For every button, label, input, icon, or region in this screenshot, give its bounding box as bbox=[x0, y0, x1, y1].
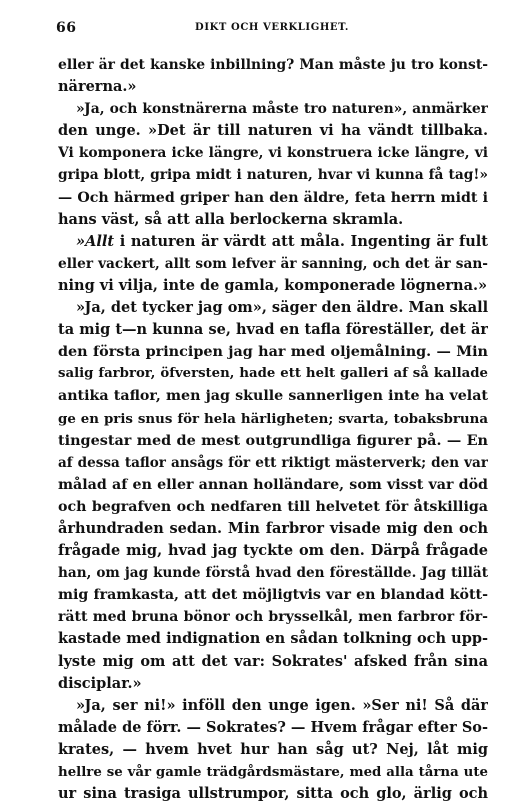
text-line: målade de förr. — Sokrates? — Hvem frågar efter So- bbox=[58, 718, 488, 736]
text-line: Vi komponera icke längre, vi konstruera icke längre, vi bbox=[58, 145, 488, 162]
text-line: ur sina trasiga ullstrumpor, sitta och glo, ärlig och bbox=[58, 785, 488, 803]
page-number: 66 bbox=[56, 20, 77, 36]
text-line: eller är det kanske inbillning? Man måste ju tro konst- bbox=[58, 57, 488, 73]
text-line: ta mig t—n kunna se, hvad en tafla föreställer, det är bbox=[58, 321, 488, 339]
text-line: disciplar.» bbox=[58, 674, 142, 692]
text-line: närerna.» bbox=[58, 78, 137, 96]
italic-emphasis: »Allt bbox=[76, 232, 115, 250]
text-line: och begrafven och nedfaren till helvetet för åtskilliga bbox=[58, 498, 488, 515]
text-line: hans väst, så att alla berlockerna skramla. bbox=[58, 210, 404, 228]
text-line: frågade mig, hvad jag tyckte om den. Därpå frågade bbox=[58, 542, 488, 560]
text-line: — Och härmed griper han den äldre, feta herrn midt i bbox=[58, 189, 488, 206]
text-line: målad af en eller annan holländare, som visst var död bbox=[58, 476, 488, 493]
text-line: af dessa taflor ansågs för ett riktigt mästerverk; den var bbox=[58, 454, 488, 471]
text-line: krates, — hvem hvet hur han såg ut? Nej, låt mig bbox=[58, 740, 488, 758]
text-line: gripa blott, gripa midt i naturen, hvar vi kunna få tag!» bbox=[58, 167, 488, 184]
text-line: mig framkasta, att det möjligtvis var en blandad kött- bbox=[58, 587, 488, 604]
text-line: »Ja, ser ni!» inföll den unge igen. »Ser ni! Så där bbox=[76, 696, 488, 714]
text-line: eller vackert, allt som lefver är sanning, och det är san- bbox=[58, 255, 488, 272]
text-line: den unge. »Det är till naturen vi ha vändt tillbaka. bbox=[58, 122, 488, 140]
text-line: hellre se vår gamle trädgårdsmästare, med alla tårna ute bbox=[58, 764, 488, 780]
text-line: århundraden sedan. Min farbror visade mig den och bbox=[58, 519, 488, 537]
text-line: ning vi vilja, inte de gamla, komponerade lögnerna.» bbox=[58, 276, 488, 294]
text-line: salig farbror, öfversten, hade ett helt galleri af så kallade bbox=[58, 366, 488, 382]
text-line: rätt med bruna bönor och brysselkål, men farbror för- bbox=[58, 609, 488, 626]
text-line: han, om jag kunde förstå hvad den föreställde. Jag tillät bbox=[58, 565, 488, 582]
text-line: »Ja, och konstnärerna måste tro naturen», anmärker bbox=[76, 101, 488, 118]
body-text bbox=[58, 54, 488, 805]
text-line: lyste mig om att det var: Sokrates' afsked från sina bbox=[58, 652, 488, 670]
page-header bbox=[56, 20, 488, 38]
text-line: den första principen jag har med oljemålning. — Min bbox=[58, 344, 488, 361]
text-line: »Allt i naturen är värdt att måla. Ingenting är fult bbox=[76, 232, 488, 250]
text-line: kastade med indignation en sådan tolkning och upp- bbox=[58, 630, 488, 648]
text-line: »Ja, det tycker jag om», säger den äldre. Man skall bbox=[76, 299, 488, 317]
text-line: ge en pris snus för hela härligheten; svarta, tobaksbruna bbox=[58, 410, 488, 427]
running-head: DIKT OCH VERKLIGHET. bbox=[195, 22, 349, 33]
text-line: antika taflor, men jag skulle sannerligen inte ha velat bbox=[58, 388, 488, 405]
text-line: tingestar med de mest outgrundliga figurer på. — En bbox=[58, 431, 488, 449]
